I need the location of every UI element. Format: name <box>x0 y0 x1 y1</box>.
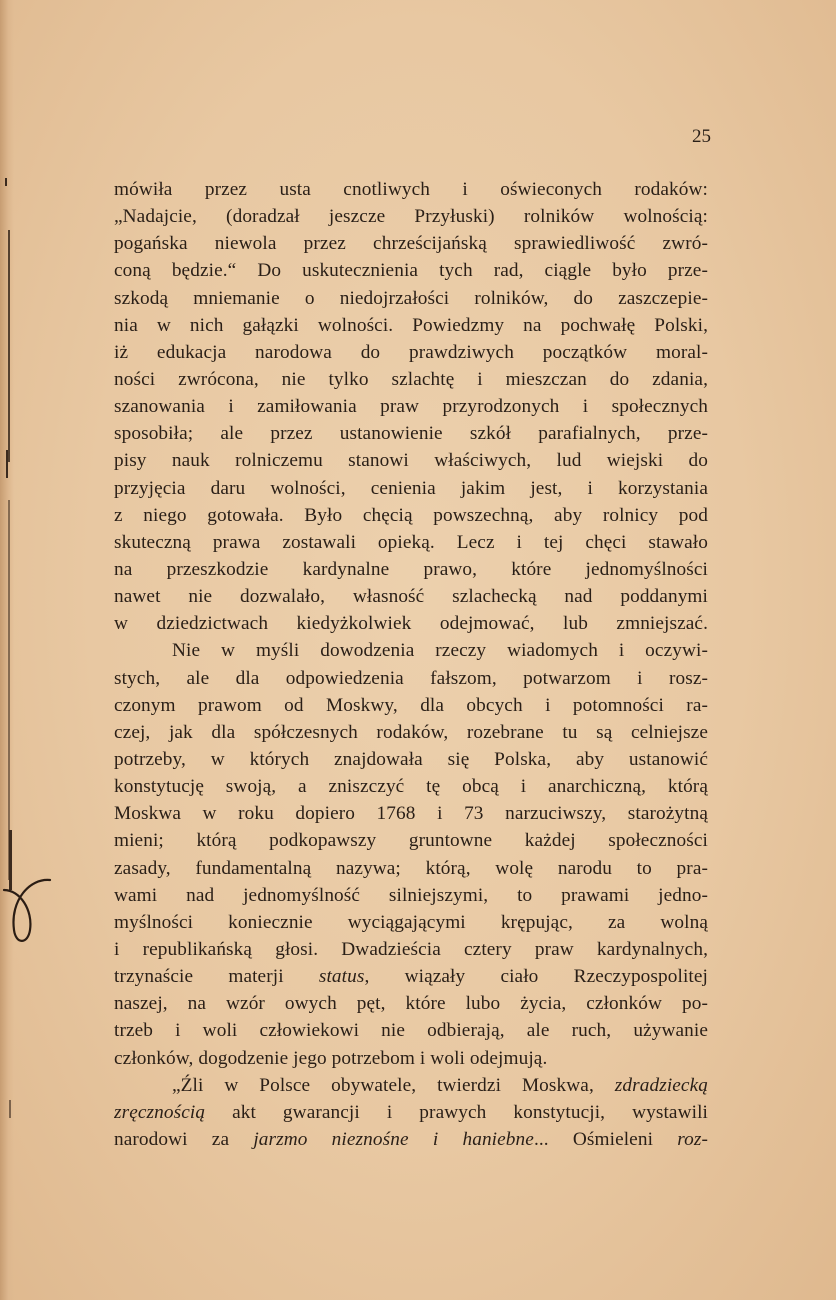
text-line: Moskwa w roku dopiero 1768 i 73 narzuciwszy, starożytną <box>114 803 708 825</box>
edge-mark <box>5 178 7 186</box>
text-line: iż edukacja narodowa do prawdziwych początków moral- <box>114 341 708 363</box>
text-line: coną będzie.“ Do uskutecznienia tych rad, ciągle było prze- <box>114 260 708 282</box>
text-line: szkodą mniemanie o niedojrzałości rolników, do zaszczepie- <box>114 287 708 309</box>
text-line: ności zwrócona, nie tylko szlachtę i mieszczan do zdania, <box>114 368 708 390</box>
text-line: potrzeby, w których znajdowała się Polska, aby ustanowić <box>114 748 708 770</box>
text-line: mówiła przez usta cnotliwych i oświeconych rodaków: <box>114 179 708 200</box>
text-line: skuteczną prawa zostawali opieką. Lecz i tej chęci stawało <box>114 531 708 553</box>
text-line: pogańska niewola przez chrześcijańską sprawiedliwość zwró- <box>114 233 708 255</box>
text-line: „Nadajcie, (doradzał jeszcze Przyłuski) rolników wolnością: <box>114 206 708 228</box>
text-line: Nie w myśli dowodzenia rzeczy wiadomych i oczywi- <box>172 640 708 662</box>
text-line <box>114 1099 708 1126</box>
text-line: czej, jak dla spółczesnych rodaków, rozebrane tu są celniejsze <box>114 721 708 743</box>
italic-text: zdradziecką <box>614 1074 708 1096</box>
text-span: , wiązały ciało Rzeczypospolitej <box>364 966 708 988</box>
text-line: sposobiła; ale przez ustanowienie szkół parafialnych, prze- <box>114 423 708 445</box>
text-line: nia w nich gałązki wolności. Powiedzmy na pochwałę Polski, <box>114 314 708 336</box>
handwritten-mark <box>0 860 60 950</box>
text-line: myślności koniecznie wyciągającymi krępując, za wolną <box>114 911 708 933</box>
text-line: konstytucję swoją, a zniszczyć tę obcą i anarchiczną, którą <box>114 776 708 798</box>
text-line <box>114 1072 708 1099</box>
text-line: naszej, na wzór owych pęt, które lubo życia, członków po- <box>114 993 708 1015</box>
binding-edge <box>0 0 14 1300</box>
text-line: członków, dogodzenie jego potrzebom i woli odejmują. <box>114 1047 548 1069</box>
italic-text: status <box>318 966 365 988</box>
text-line <box>114 1126 708 1153</box>
text-line: trzeb i woli człowiekowi nie odbierają, ale ruch, używanie <box>114 1020 708 1042</box>
edge-mark <box>8 500 10 880</box>
text-line: przyjęcia daru wolności, cenienia jakim jest, i korzystania <box>114 477 708 499</box>
text-span: trzynaście materji <box>114 966 319 988</box>
text-span: narodowi za <box>114 1128 254 1150</box>
text-line: wami nad jednomyślność silniejszymi, to prawami jedno- <box>114 884 708 906</box>
text-line: na przeszkodzie kardynalne prawo, które jednomyślności <box>114 558 708 580</box>
text-line: w dziedzictwach kiedyżkolwiek odejmować, lub zmniejszać. <box>114 613 708 635</box>
text-line <box>114 963 708 990</box>
text-line: z niego gotowała. Było chęcią powszechną, aby rolnicy pod <box>114 504 708 526</box>
italic-text: roz- <box>677 1128 708 1150</box>
italic-text: zręcznością <box>114 1101 206 1123</box>
page-number: 25 <box>692 126 711 147</box>
text-line: nawet nie dozwalało, własność szlachecką nad poddanymi <box>114 586 708 608</box>
text-line: szanowania i zamiłowania praw przyrodzonych i społecznych <box>114 396 708 418</box>
text-line: czonym prawom od Moskwy, dla obcych i potomności ra- <box>114 694 708 716</box>
italic-text: jarzmo nieznośne i haniebne <box>253 1128 534 1150</box>
body-text <box>114 176 708 1153</box>
edge-mark <box>9 1100 11 1118</box>
text-line: zasady, fundamentalną nazywa; którą, wolę narodu to pra- <box>114 857 708 879</box>
text-line: mieni; którą podkopawszy gruntowne każdej społeczności <box>114 830 708 852</box>
text-line: i republikańską głosi. Dwadzieścia cztery praw kardynalnych, <box>114 938 708 960</box>
text-line: pisy nauk rolniczemu stanowi właściwych, lud wiejski do <box>114 450 708 472</box>
text-span: akt gwarancji i prawych konstytucji, wystawili <box>205 1101 708 1123</box>
text-line: stych, ale dla odpowiedzenia fałszom, potwarzom i rosz- <box>114 667 708 689</box>
text-span: „Źli w Polsce obywatele, twierdzi Moskwa, <box>172 1074 615 1096</box>
edge-mark <box>8 230 10 462</box>
text-span: ... Ośmieleni <box>533 1128 678 1150</box>
edge-mark <box>6 450 8 478</box>
